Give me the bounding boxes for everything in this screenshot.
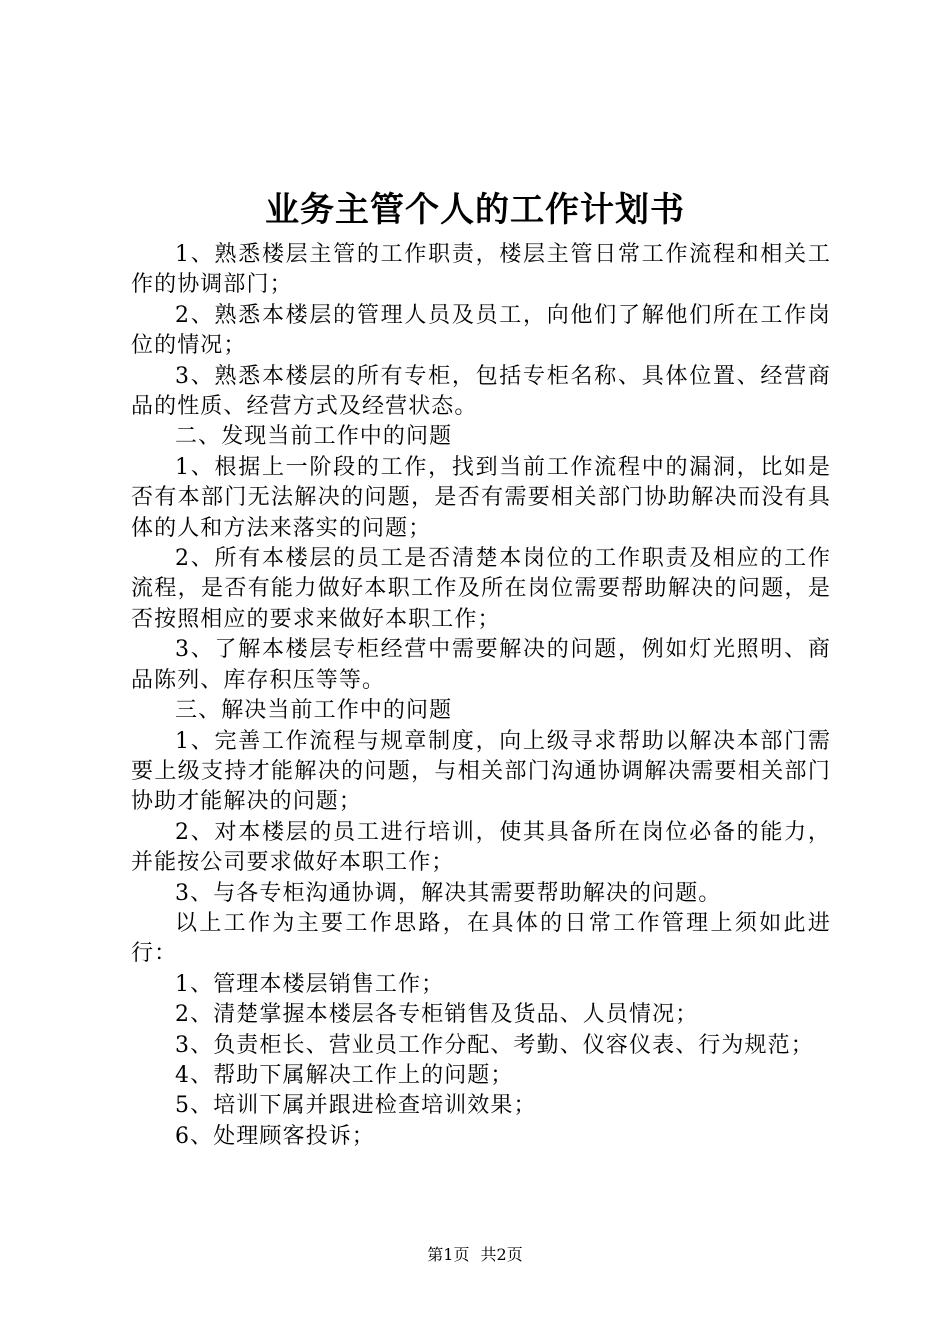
page-number: 第1页: [427, 1245, 470, 1264]
list-item: 5、培训下属并跟进检查培训效果；: [175, 1093, 537, 1119]
paragraph: 2、对本楼层的员工进行培训，使其具备所在岗位必备的能力，并能按公司要求做好本职工作；: [131, 819, 831, 876]
paragraph: 2、所有本楼层的员工是否清楚本岗位的工作职责及相应的工作流程，是否有能力做好本职工作及所在岗位需要帮助解决的问题，是否按照相应的要求来做好本职工作；: [131, 546, 831, 632]
page-footer: [0, 1244, 950, 1266]
paragraph: 1、完善工作流程与规章制度，向上级寻求帮助以解决本部门需要上级支持才能解决的问题，与相关部门沟通协调解决需要相关部门协助才能解决的问题；: [131, 728, 831, 815]
section-heading: 二、发现当前工作中的问题: [175, 424, 453, 450]
list-item: 3、负责柜长、营业员工作分配、考勤、仪容仪表、行为规范；: [175, 1032, 814, 1058]
paragraph: 以上工作为主要工作思路，在具体的日常工作管理上须如此进行：: [131, 910, 831, 967]
page-count: 共2页: [480, 1245, 523, 1264]
document-title: 业务主管个人的工作计划书: [265, 190, 685, 230]
paragraph: 2、熟悉本楼层的管理人员及员工，向他们了解他们所在工作岗位的情况；: [131, 302, 831, 359]
list-item: 2、清楚掌握本楼层各专柜销售及货品、人员情况；: [175, 1002, 699, 1028]
list-item: 1、管理本楼层销售工作；: [175, 971, 445, 997]
section-heading: 三、解决当前工作中的问题: [175, 698, 453, 724]
paragraph: 3、与各专柜沟通协调，解决其需要帮助解决的问题。: [175, 880, 722, 906]
document-body: [131, 240, 831, 1152]
paragraph: 3、了解本楼层专柜经营中需要解决的问题，例如灯光照明、商品陈列、库存积压等等。: [131, 637, 831, 693]
paragraph: 1、根据上一阶段的工作，找到当前工作流程中的漏洞，比如是否有本部门无法解决的问题，是否有需要相关部门协助解决而没有具体的人和方法来落实的问题；: [131, 454, 831, 541]
paragraph: 3、熟悉本楼层的所有专柜，包括专柜名称、具体位置、经营商品的性质、经营方式及经营状态。: [131, 363, 831, 420]
list-item: 6、处理顾客投诉；: [175, 1123, 375, 1149]
list-item: 4、帮助下属解决工作上的问题；: [175, 1062, 514, 1088]
paragraph: 1、熟悉楼层主管的工作职责，楼层主管日常工作流程和相关工作的协调部门；: [131, 242, 831, 298]
